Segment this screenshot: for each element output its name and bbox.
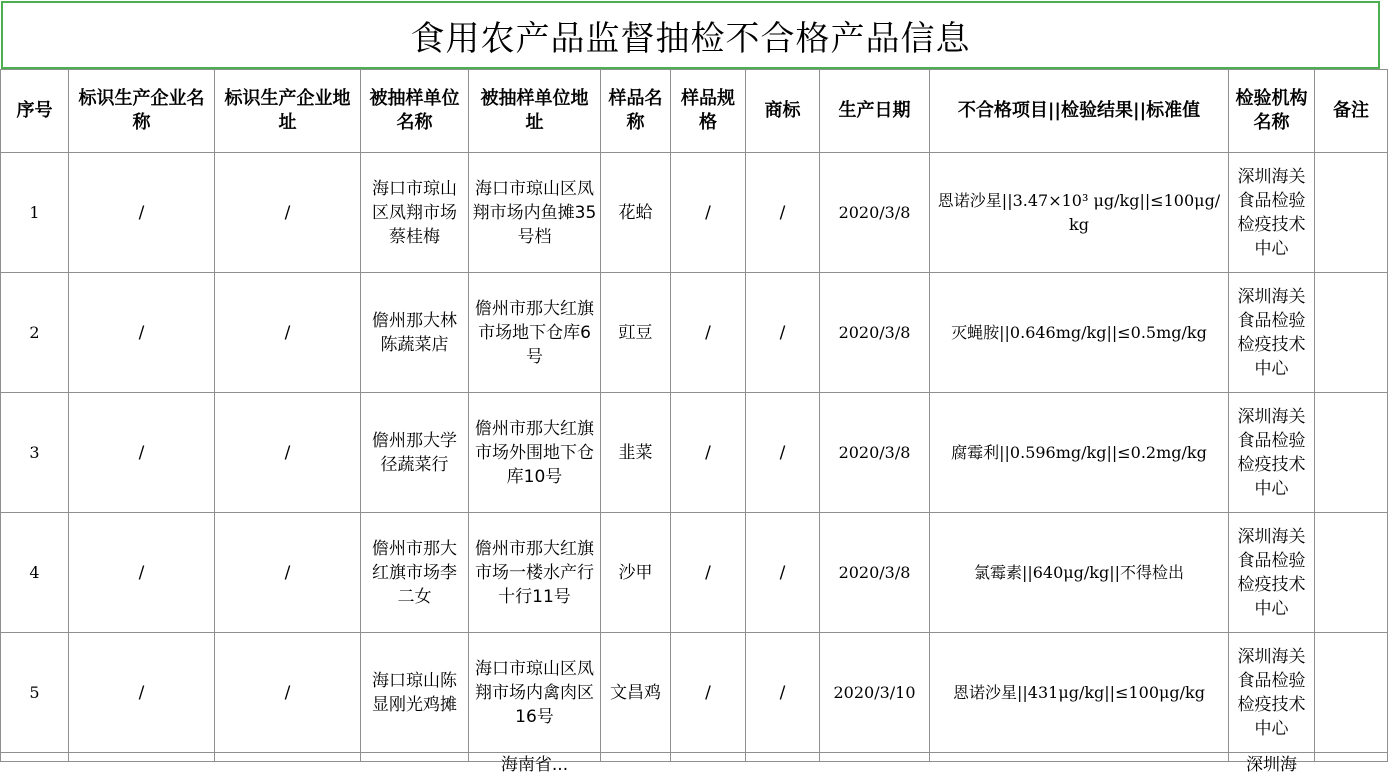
- cell-no[interactable]: 2: [1, 273, 69, 393]
- col-header-no[interactable]: 序号: [1, 70, 69, 153]
- cell-producer-address[interactable]: /: [215, 393, 361, 513]
- cell-remark[interactable]: [1315, 753, 1388, 762]
- cell-result[interactable]: 氯霉素||640μg/kg||不得检出: [930, 513, 1229, 633]
- cell-producer-name[interactable]: /: [69, 393, 215, 513]
- cell-no[interactable]: 3: [1, 393, 69, 513]
- cell-no[interactable]: 5: [1, 633, 69, 753]
- cell-brand[interactable]: /: [746, 153, 820, 273]
- col-header-remark[interactable]: 备注: [1315, 70, 1388, 153]
- cell-producer-name[interactable]: /: [69, 513, 215, 633]
- cell-sampled-unit[interactable]: 海口琼山陈显刚光鸡摊: [361, 633, 469, 753]
- cell-sample-spec[interactable]: /: [671, 633, 746, 753]
- cell-production-date[interactable]: 2020/3/8: [820, 273, 930, 393]
- cell-sample-spec[interactable]: /: [671, 153, 746, 273]
- cell-remark[interactable]: [1315, 513, 1388, 633]
- col-header-sampled-unit[interactable]: 被抽样单位名称: [361, 70, 469, 153]
- cell-production-date[interactable]: 2020/3/10: [820, 633, 930, 753]
- cell-sampled-unit[interactable]: 海口市琼山区凤翔市场蔡桂梅: [361, 153, 469, 273]
- cell-lab[interactable]: 深圳海关食品检验检疫技术中心: [1229, 633, 1315, 753]
- cell-result[interactable]: 恩诺沙星||3.47×10³ μg/kg||≤100μg/kg: [930, 153, 1229, 273]
- cell-sample-spec[interactable]: /: [671, 393, 746, 513]
- cell-sampled-unit[interactable]: 儋州市那大红旗市场李二女: [361, 513, 469, 633]
- cell-no[interactable]: [1, 753, 69, 762]
- cell-producer-name[interactable]: /: [69, 273, 215, 393]
- col-header-producer-address[interactable]: 标识生产企业地址: [215, 70, 361, 153]
- cell-sample-spec[interactable]: /: [671, 273, 746, 393]
- table-row: [1, 273, 1388, 393]
- cell-producer-address[interactable]: [215, 753, 361, 762]
- table-row: [1, 513, 1388, 633]
- cell-producer-name[interactable]: [69, 753, 215, 762]
- cell-sample-name[interactable]: [601, 753, 671, 762]
- cell-lab[interactable]: 深圳海关食品检验检疫技术中心: [1229, 393, 1315, 513]
- cell-sample-spec[interactable]: [671, 753, 746, 762]
- cell-sample-name[interactable]: 豇豆: [601, 273, 671, 393]
- cell-result[interactable]: 腐霉利||0.596mg/kg||≤0.2mg/kg: [930, 393, 1229, 513]
- cell-sampled-address[interactable]: 儋州市那大红旗市场外围地下仓库10号: [469, 393, 601, 513]
- cell-producer-address[interactable]: /: [215, 513, 361, 633]
- cell-brand[interactable]: [746, 753, 820, 762]
- cell-result[interactable]: 恩诺沙星||431μg/kg||≤100μg/kg: [930, 633, 1229, 753]
- cell-brand[interactable]: /: [746, 513, 820, 633]
- cell-sampled-address[interactable]: 海口市琼山区凤翔市场内鱼摊35号档: [469, 153, 601, 273]
- table-row: [1, 393, 1388, 513]
- cell-remark[interactable]: [1315, 393, 1388, 513]
- col-header-producer-name[interactable]: 标识生产企业名称: [69, 70, 215, 153]
- sheet-title-text: 食用农产品监督抽检不合格产品信息: [410, 18, 971, 59]
- cell-no[interactable]: 4: [1, 513, 69, 633]
- col-header-brand[interactable]: 商标: [746, 70, 820, 153]
- cell-brand[interactable]: /: [746, 393, 820, 513]
- col-header-sampled-address[interactable]: 被抽样单位地址: [469, 70, 601, 153]
- cell-producer-name[interactable]: /: [69, 633, 215, 753]
- cell-producer-address[interactable]: /: [215, 633, 361, 753]
- cell-production-date[interactable]: 2020/3/8: [820, 393, 930, 513]
- col-header-result[interactable]: 不合格项目||检验结果||标准值: [930, 70, 1229, 153]
- cell-sample-spec[interactable]: /: [671, 513, 746, 633]
- col-header-sample-name[interactable]: 样品名称: [601, 70, 671, 153]
- cell-sampled-unit[interactable]: [361, 753, 469, 762]
- col-header-sample-spec[interactable]: 样品规格: [671, 70, 746, 153]
- cell-brand[interactable]: /: [746, 633, 820, 753]
- cell-lab[interactable]: 深圳海关食品检验检疫技术中心: [1229, 153, 1315, 273]
- cell-sampled-unit[interactable]: 儋州那大学径蔬菜行: [361, 393, 469, 513]
- cell-brand[interactable]: /: [746, 273, 820, 393]
- cell-sampled-address-text: 海南省...: [500, 755, 569, 775]
- col-header-production-date[interactable]: 生产日期: [820, 70, 930, 153]
- cell-sampled-address[interactable]: 儋州市那大红旗市场一楼水产行十行11号: [469, 513, 601, 633]
- cell-producer-name[interactable]: /: [69, 153, 215, 273]
- results-table: [0, 69, 1388, 775]
- cell-production-date[interactable]: 2020/3/8: [820, 513, 930, 633]
- cell-sampled-unit[interactable]: 儋州那大林陈蔬菜店: [361, 273, 469, 393]
- cell-lab-text: 深圳海: [1246, 755, 1297, 775]
- cell-production-date[interactable]: 2020/3/8: [820, 153, 930, 273]
- header-row: [1, 70, 1388, 153]
- cell-producer-address[interactable]: /: [215, 153, 361, 273]
- table-row: [1, 153, 1388, 273]
- cell-sample-name[interactable]: 沙甲: [601, 513, 671, 633]
- cell-production-date[interactable]: [820, 753, 930, 762]
- cell-remark[interactable]: [1315, 273, 1388, 393]
- sheet-title: [1, 1, 1380, 69]
- cell-lab[interactable]: 深圳海关食品检验检疫技术中心: [1229, 273, 1315, 393]
- cell-remark[interactable]: [1315, 153, 1388, 273]
- table-row: [1, 633, 1388, 753]
- cell-sampled-address[interactable]: 海口市琼山区凤翔市场内禽肉区16号: [469, 633, 601, 753]
- cell-sampled-address[interactable]: [469, 753, 601, 775]
- cell-sampled-address[interactable]: 儋州市那大红旗市场地下仓库6号: [469, 273, 601, 393]
- cell-lab[interactable]: 深圳海关食品检验检疫技术中心: [1229, 513, 1315, 633]
- cell-sample-name[interactable]: 文昌鸡: [601, 633, 671, 753]
- table-row-partial: [1, 753, 1388, 762]
- cell-lab[interactable]: [1229, 753, 1315, 775]
- cell-sample-name[interactable]: 韭菜: [601, 393, 671, 513]
- cell-result[interactable]: [930, 753, 1229, 762]
- cell-producer-address[interactable]: /: [215, 273, 361, 393]
- cell-sample-name[interactable]: 花蛤: [601, 153, 671, 273]
- col-header-lab[interactable]: 检验机构名称: [1229, 70, 1315, 153]
- cell-no[interactable]: 1: [1, 153, 69, 273]
- cell-result[interactable]: 灭蝇胺||0.646mg/kg||≤0.5mg/kg: [930, 273, 1229, 393]
- cell-remark[interactable]: [1315, 633, 1388, 753]
